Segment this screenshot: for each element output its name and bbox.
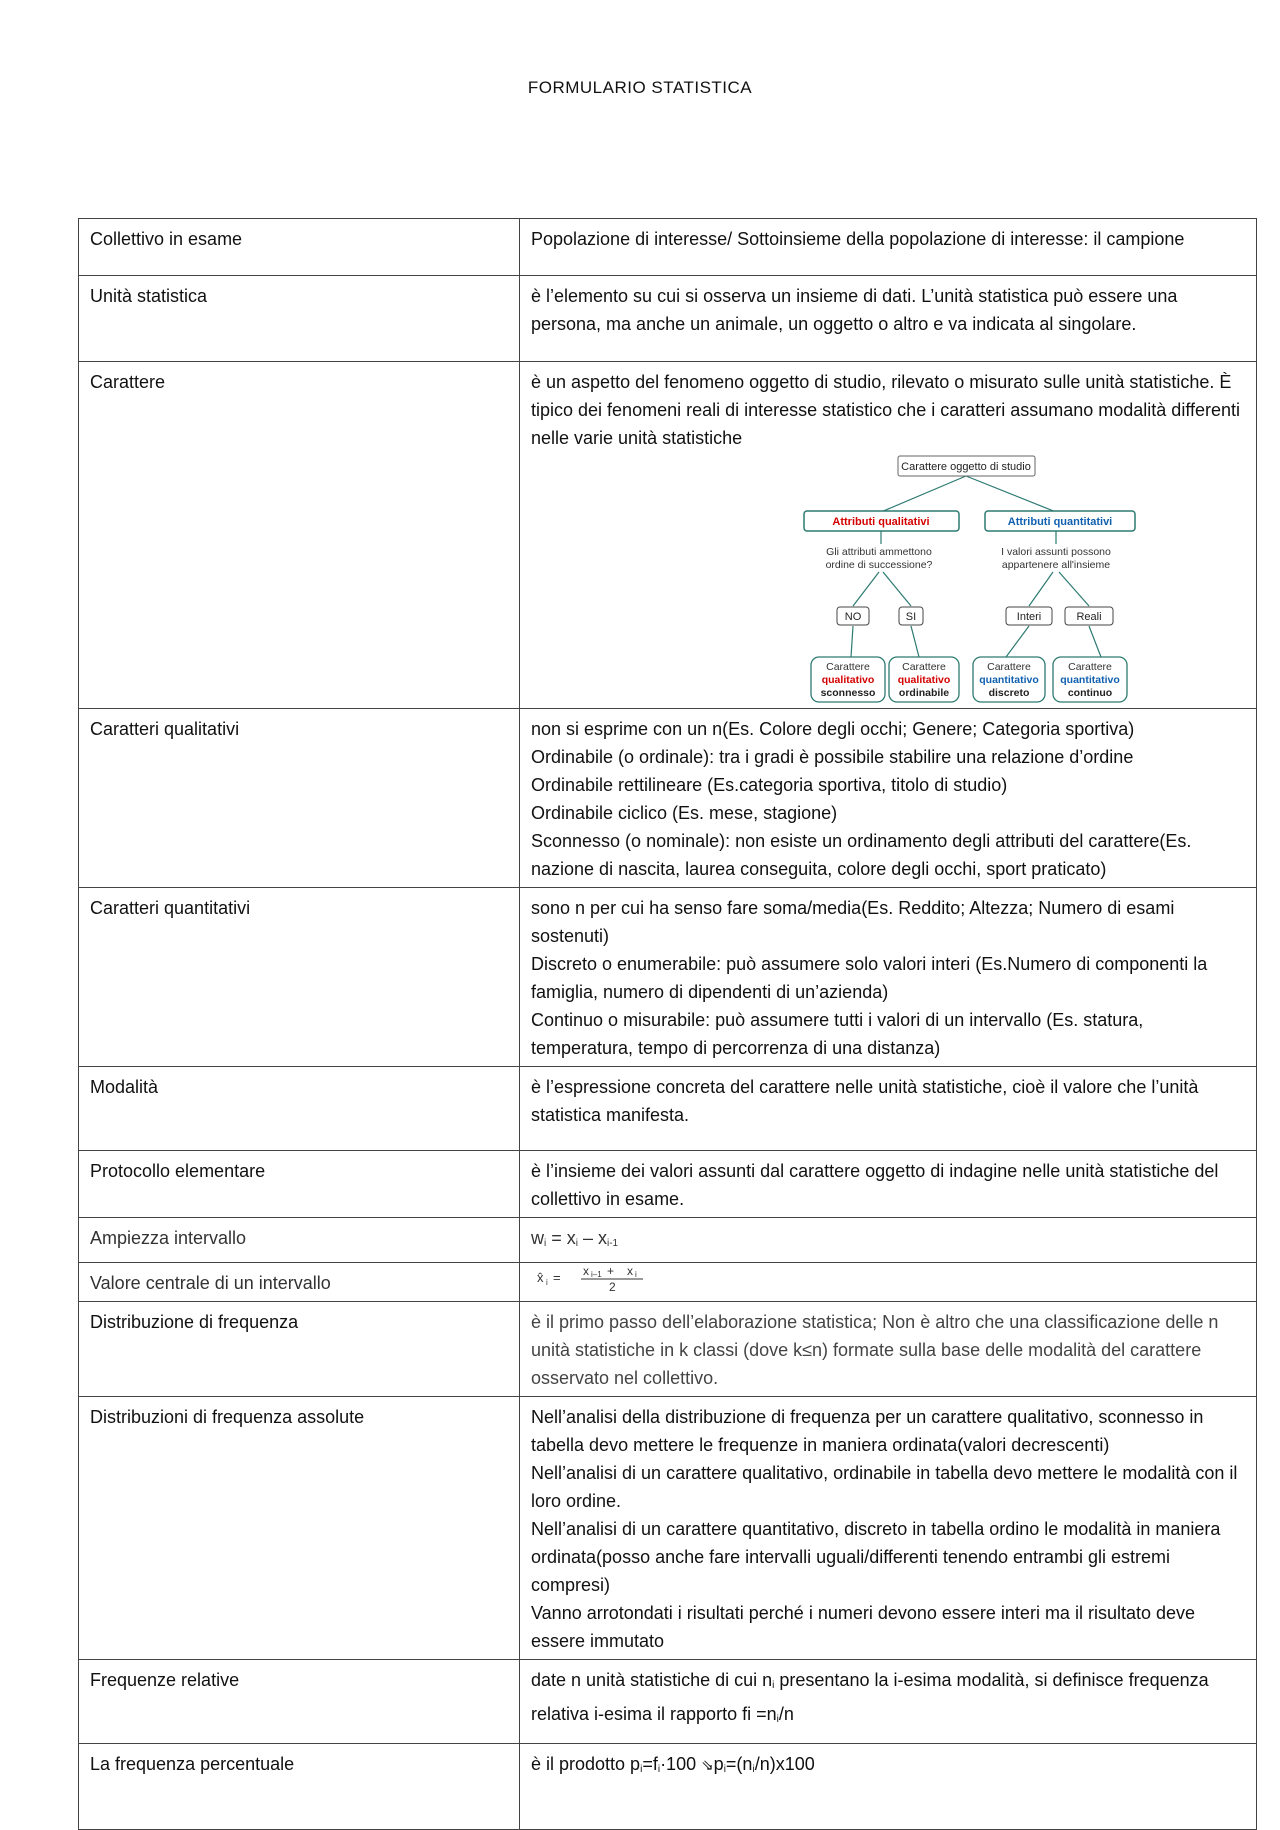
- table-row: [79, 1397, 1257, 1660]
- qualitative-question-2: ordine di successione?: [825, 559, 933, 571]
- term-cell: Protocollo elementare: [79, 1151, 520, 1218]
- definition-line: Vanno arrotondati i risultati perché i numeri devono essere interi ma il risultato deve essere immutato: [531, 1603, 1196, 1651]
- term-cell: Ampiezza intervallo: [79, 1218, 520, 1263]
- definition-line: Nell’analisi della distribuzione di frequenza per un carattere qualitativo, sconnesso in tabella devo mettere le frequenze in maniera ordinata(valori decrescenti): [531, 1407, 1204, 1455]
- definition-line: Ordinabile rettilineare (Es.categoria sportiva, titolo di studio): [531, 775, 1008, 795]
- definition-cell: è l’elemento su cui si osserva un insieme di dati. L’unità statistica può essere una persona, ma anche un animale, un oggetto o altro e va indicata al singolare.: [520, 276, 1257, 362]
- quantitative-question-1: I valori assunti possono: [1001, 546, 1111, 558]
- definition-cell: è l’insieme dei valori assunti dal carattere oggetto di indagine nelle unità statistiche del collettivo in esame.: [520, 1151, 1257, 1218]
- diagram-root-label: Carattere oggetto di studio: [901, 461, 1031, 473]
- formula-sub: i: [635, 1270, 637, 1279]
- formula-sub: i: [723, 1764, 726, 1775]
- definition-cell: [520, 1660, 1257, 1744]
- relative-text: date n unità statistiche di cui n: [531, 1670, 773, 1690]
- formula-num: x: [583, 1264, 589, 1278]
- percent-text: =(n: [725, 1754, 753, 1774]
- term-cell: Frequenze relative: [79, 1660, 520, 1744]
- formula-sub: i: [752, 1764, 755, 1775]
- definition-cell: [520, 888, 1257, 1067]
- definition-line: Continuo o misurabile: può assumere tutti i valori di un intervallo (Es. statura, temperatura, tempo di percorrenza di una distanza): [531, 1010, 1144, 1058]
- definition-line: Ordinabile ciclico (Es. mese, stagione): [531, 803, 838, 823]
- table-row: [79, 1302, 1257, 1397]
- leaf-qual: qualitativo: [897, 674, 951, 686]
- definition-line: Nell’analisi di un carattere qualitativo, ordinabile in tabella devo mettere le modalità con il loro ordine.: [531, 1463, 1238, 1511]
- term-cell: Caratteri qualitativi: [79, 709, 520, 888]
- formula-sub: i: [657, 1764, 661, 1775]
- formula-minus: –: [577, 1228, 598, 1248]
- formula-eq: =: [553, 1270, 561, 1285]
- formula-den: 2: [609, 1280, 616, 1293]
- formula-sub: i: [544, 1238, 547, 1249]
- leaf-continuo: continuo: [1067, 687, 1113, 699]
- leaf-quant: quantitativo: [1060, 674, 1120, 686]
- term-cell: Modalità: [79, 1067, 520, 1151]
- formula-num: x: [627, 1264, 633, 1278]
- interi-label: Interi: [1016, 611, 1042, 623]
- table-row: [79, 219, 1257, 276]
- term-cell: Distribuzione di frequenza: [79, 1302, 520, 1397]
- definition-line: Nell’analisi di un carattere quantitativo, discreto in tabella ordino le modalità in maniera ordinata(posso anche fare intervalli uguali/differenti tenendo entrambi gli estremi compresi): [531, 1519, 1221, 1595]
- definition-line: Discreto o enumerabile: può assumere solo valori interi (Es.Numero di componenti la famiglia, numero di dipendenti di un’azienda): [531, 954, 1208, 1002]
- document-title: FORMULARIO STATISTICA: [527, 78, 753, 97]
- formula-table: [78, 218, 1257, 1830]
- percent-text: è il prodotto p: [531, 1754, 641, 1774]
- si-label: SI: [905, 611, 917, 623]
- formula-x: x: [566, 1228, 576, 1248]
- character-classification-diagram: [801, 454, 1191, 704]
- definition-line: Ordinabile (o ordinale): tra i gradi è possibile stabilire una relazione d’ordine: [531, 747, 1134, 767]
- definition-cell: è il primo passo dell’elaborazione statistica; Non è altro che una classificazione delle n unità statistiche in k classi (dove k≤n) formate sulla base delle modalità del carattere osservato nel collettivo.: [520, 1302, 1257, 1397]
- table-row: [79, 1151, 1257, 1218]
- formula-sub: i-1: [607, 1238, 619, 1249]
- leaf-sconnesso: sconnesso: [820, 687, 876, 699]
- central-value-formula: [531, 1263, 681, 1293]
- quantitative-label: Attributi quantitativi: [1007, 516, 1113, 528]
- reali-label: Reali: [1076, 611, 1102, 623]
- formula-w: w: [531, 1228, 544, 1248]
- formula-sub: i: [575, 1238, 578, 1249]
- definition-line: Sconnesso (o nominale): non esiste un ordinamento degli attributi del carattere(Es. nazione di nascita, laurea conseguita, colore degli occhi, sport praticato): [531, 831, 1192, 879]
- table-row: [79, 1263, 1257, 1302]
- leaf-word: Carattere: [987, 661, 1031, 673]
- table-row: [79, 1218, 1257, 1263]
- formula-sub: i–1: [591, 1270, 602, 1279]
- definition-text: è un aspetto del fenomeno oggetto di studio, rilevato o misurato sulle unità statistiche. È tipico dei fenomeni reali di interesse statistico che i caratteri assumano modalità differenti nelle varie unità statistiche: [531, 372, 1241, 448]
- definition-line: sono n per cui ha senso fare soma/media(Es. Reddito; Altezza; Numero di esami sostenuti): [531, 898, 1175, 946]
- term-cell: Unità statistica: [79, 276, 520, 362]
- term-cell: Carattere: [79, 362, 520, 709]
- definition-cell: [520, 362, 1257, 709]
- formula-cell: [520, 1263, 1257, 1302]
- percent-text: =f: [642, 1754, 658, 1774]
- leaf-quant: quantitativo: [979, 674, 1039, 686]
- leaf-word: Carattere: [1068, 661, 1112, 673]
- percent-text: /n)x100: [754, 1754, 815, 1774]
- table-row: [79, 362, 1257, 709]
- leaf-ordinabile: ordinabile: [898, 687, 950, 699]
- term-cell: Valore centrale di un intervallo: [79, 1263, 520, 1302]
- formula-plus: +: [607, 1264, 615, 1278]
- leaf-discreto: discreto: [988, 687, 1030, 699]
- term-cell: Collettivo in esame: [79, 219, 520, 276]
- relative-text: presentano la i-esima modalità, si definisce frequenza relativa i-esima il rapporto fi =n: [531, 1670, 1209, 1724]
- definition-cell: [520, 709, 1257, 888]
- leaf-word: Carattere: [902, 661, 946, 673]
- definition-cell: [520, 1397, 1257, 1660]
- quantitative-question-2: appartenere all'insieme: [1001, 559, 1111, 571]
- no-label: NO: [844, 611, 862, 623]
- formula-sub: i: [776, 1714, 779, 1725]
- term-cell: La frequenza percentuale: [79, 1744, 520, 1830]
- relative-text: /n: [778, 1704, 794, 1724]
- term-cell: Distribuzioni di frequenza assolute: [79, 1397, 520, 1660]
- term-cell: Caratteri quantitativi: [79, 888, 520, 1067]
- formula-sub: i: [546, 1278, 548, 1287]
- qualitative-question-1: Gli attributi ammettono: [826, 546, 932, 558]
- formula-x: x: [598, 1228, 607, 1248]
- leaf-word: Carattere: [826, 661, 870, 673]
- leaf-qual: qualitativo: [821, 674, 875, 686]
- formula-sub: i: [772, 1680, 775, 1691]
- definition-line: non si esprime con un n(Es. Colore degli occhi; Genere; Categoria sportiva): [531, 719, 1135, 739]
- definition-cell: [520, 1744, 1257, 1830]
- formula-eq: =: [546, 1228, 567, 1248]
- percent-text: ·100: [660, 1754, 702, 1774]
- table-row: [79, 1067, 1257, 1151]
- definition-cell: Popolazione di interesse/ Sottoinsieme della popolazione di interesse: il campione: [520, 219, 1257, 276]
- table-row: [79, 276, 1257, 362]
- formula-cell: [520, 1218, 1257, 1263]
- percent-text: p: [713, 1754, 724, 1774]
- table-row: [79, 709, 1257, 888]
- formula-xhat: x̂: [537, 1270, 544, 1285]
- table-row: [79, 1744, 1257, 1830]
- table-row: [79, 1660, 1257, 1744]
- arrow-icon: ⇘: [701, 1756, 714, 1774]
- table-row: [79, 888, 1257, 1067]
- qualitative-label: Attributi qualitativi: [832, 516, 930, 528]
- formula-sub: i: [640, 1764, 643, 1775]
- definition-cell: è l’espressione concreta del carattere nelle unità statistiche, cioè il valore che l’unità statistica manifesta.: [520, 1067, 1257, 1151]
